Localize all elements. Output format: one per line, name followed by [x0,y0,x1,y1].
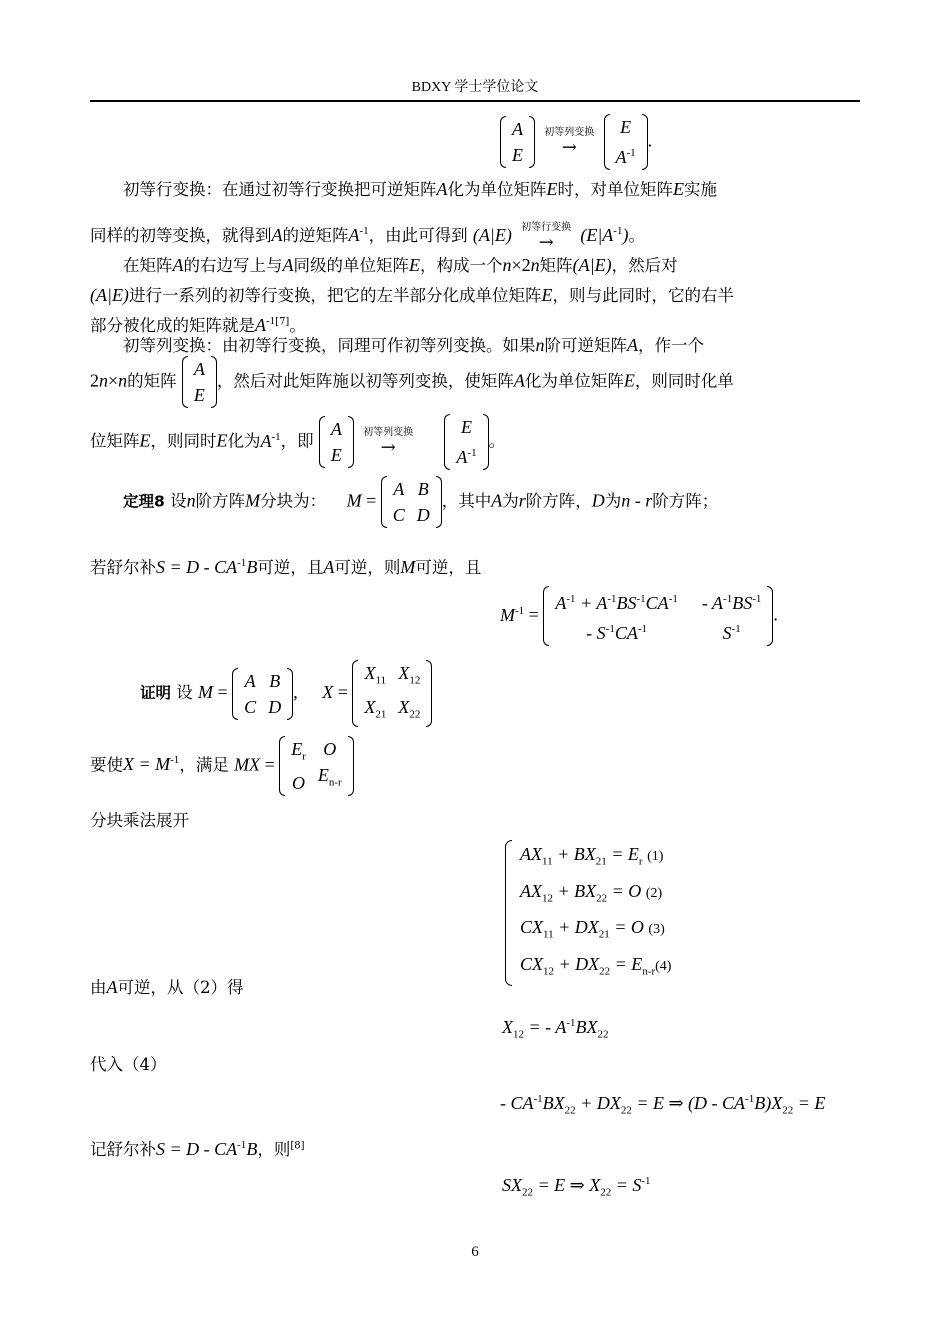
theorem-8: 定理8 设n阶方阵M分块为： M = A C B D ，其中A为r阶方阵，D为n - r阶方阵； [90,476,860,528]
equation-x12: $X_{12}$ = - $A^{-1}BX_{22}$ [502,1017,609,1041]
proof-schur-note: 记舒尔补$S = D - CA^{-1}B$，则[8] [90,1139,305,1159]
equation-system: $AX_{11} + BX_{21} = E_r$ (1) $AX_{12} + BX_{22} = O$ (2) $CX_{11} + DX_{21} = O$ (3) $CX_{12} + DX_{22} = E_{n-r}(4)$ [505,840,671,986]
equation-column-transform-top: A E 初等列变换 → E $A^{-1}$ . [500,114,652,170]
paragraph-augmented-matrix: 在矩阵A的右边写上与A同级的单位矩阵E，构成一个n×2n矩阵(A|E)，然后对 [123,255,678,275]
proof-from-2: 由A可逆，从（2）得 [90,977,244,997]
paragraph-row-transform: 初等行变换：在通过初等行变换把可逆矩阵A化为单位矩阵E时，对单位矩阵E实施 [123,179,717,199]
equation-block-inverse: $M^{-1}$ = $A^{-1} + A^{-1}BS^{-1}CA^{-1}$ - $S^{-1}CA^{-1}$ - $A^{-1}BS^{-1}$ $S^{-1}$ . [500,586,778,646]
proof-setup: 证明 设 M = A C B D , X = $X_{11}$ $X_{21}$ $X_{12}$ $X_{22}$ [140,660,432,727]
proof-condition: 要使$X = M^{-1}$，满足 MX = $E_r$ O O $E_{n-r}$ [90,736,354,796]
paragraph-row-transform-line2: 同样的初等变换，就得到A的逆矩阵$A^{-1}$，由此可得到 (A|E) 初等行变换 → $(E|A^{-1})$。 [90,221,645,253]
paragraph-column-transform: 初等列变换：由初等行变换，同理可作初等列变换。如果n阶可逆矩阵A，作一个 [123,335,704,355]
citation-8: [8] [290,1140,305,1152]
paragraph-augmented-line2: (A|E)进行一系列的初等行变换，把它的左半部分化成单位矩阵E，则与此同时，它的右半 [90,285,734,305]
citation-7: [7] [275,316,290,328]
paragraph-augmented-line3: 部分被化成的矩阵就是A$^{-1[7]}$。 [90,315,306,335]
page-number: 6 [471,1244,479,1260]
header-rule [90,100,860,102]
paragraph-column-line2: 2n×n的矩阵 A E ，然后对此矩阵施以初等列变换，使矩阵A化为单位矩阵E，则同时化单 [90,356,860,408]
equation-x22: $SX_{22} = E$ ⇒ $X_{22} = S^{-1}$ [502,1175,651,1199]
paragraph-column-line3: 位矩阵E，则同时E化为$A^{-1}$，即 A E 初等列变换 → E $A^{-1}$ 。 [90,414,860,470]
theorem-8-line2: 若舒尔补$S = D - CA^{-1}B$可逆，且A可逆，则M可逆，且 [90,557,482,577]
proof-expand-text: 分块乘法展开 [90,811,189,830]
proof-substitute: 代入（4） [90,1055,167,1074]
equation-substitution: - $CA^{-1}BX_{22} + DX_{22} = E$ ⇒ $(D - CA^{-1}B)X_{22} = E$ [500,1093,826,1117]
running-header: BDXY 学士学位论文 [411,80,539,95]
